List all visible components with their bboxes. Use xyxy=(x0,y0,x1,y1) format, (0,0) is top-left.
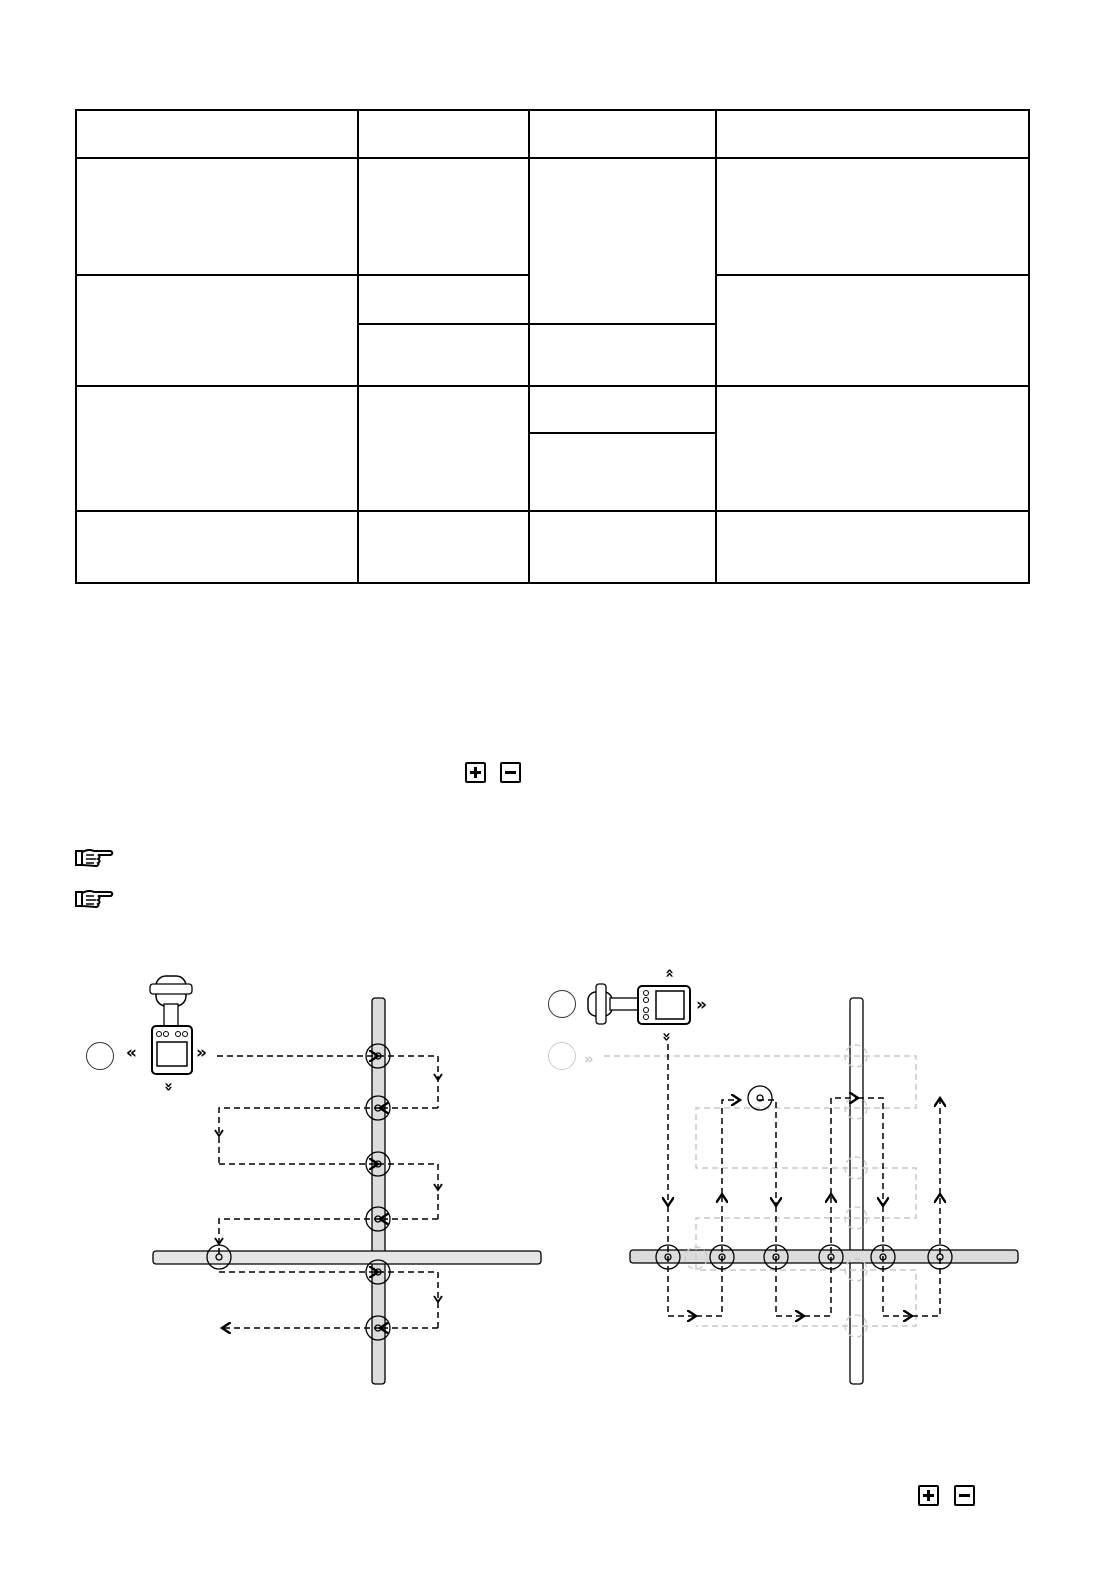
minus-box-icon xyxy=(954,1485,975,1506)
step-number-circle xyxy=(86,1042,114,1070)
plus-box-icon xyxy=(918,1485,939,1506)
down-chevron-icon: » xyxy=(658,1032,676,1042)
figure-left-sweep-pattern xyxy=(80,970,550,1400)
ghost-path xyxy=(584,1045,916,1337)
table-cell xyxy=(717,512,1028,582)
table-border-bottom xyxy=(75,582,1030,584)
detection-marks xyxy=(207,1044,390,1340)
svg-text:»: » xyxy=(584,1050,594,1068)
table-header-cell xyxy=(717,111,1028,157)
table-cell xyxy=(359,276,528,323)
table-border-right xyxy=(1028,109,1030,584)
minus-box-icon xyxy=(500,762,521,783)
table-header-cell xyxy=(359,111,528,157)
figure-right-sweep-pattern xyxy=(540,960,1030,1400)
plus-box-icon xyxy=(465,762,486,783)
table-cell xyxy=(77,276,357,385)
locator-device-icon xyxy=(150,976,192,1074)
left-chevron-icon: « xyxy=(126,1043,137,1063)
table-cell xyxy=(717,159,1028,274)
table-cell xyxy=(359,512,528,582)
detection-marks xyxy=(656,1086,952,1269)
table-cell xyxy=(530,387,715,432)
table-cell xyxy=(717,387,1028,510)
table-header-cell xyxy=(530,111,715,157)
table-header-cell xyxy=(77,111,357,157)
step-number-circle xyxy=(548,990,576,1018)
locator-device-icon-rotated xyxy=(588,984,690,1024)
info-table xyxy=(75,109,1030,584)
pointing-hand-icon xyxy=(74,845,114,869)
right-chevron-icon: » xyxy=(696,995,707,1015)
horizontal-pipe xyxy=(153,1251,541,1264)
table-cell xyxy=(359,325,528,385)
figure-right-diagram xyxy=(540,960,1030,1400)
right-chevron-icon: » xyxy=(196,1043,207,1063)
figure-left-diagram xyxy=(80,970,550,1400)
table-row-divider-3b xyxy=(528,432,717,434)
table-cell xyxy=(77,512,357,582)
horizontal-pipe xyxy=(630,1250,1018,1263)
table-cell xyxy=(77,387,357,510)
table-cell xyxy=(530,512,715,582)
table-cell xyxy=(77,159,357,274)
down-chevron-icon: » xyxy=(160,1082,178,1092)
table-cell xyxy=(717,276,1028,385)
up-chevron-icon: » xyxy=(660,968,678,978)
cross-path xyxy=(668,1044,940,1316)
pointing-hand-icon xyxy=(74,886,114,910)
path-segment xyxy=(219,1108,380,1164)
step-number-circle-ghost xyxy=(548,1042,576,1070)
table-cell xyxy=(530,159,715,323)
table-cell xyxy=(359,159,528,274)
table-cell xyxy=(359,387,528,510)
